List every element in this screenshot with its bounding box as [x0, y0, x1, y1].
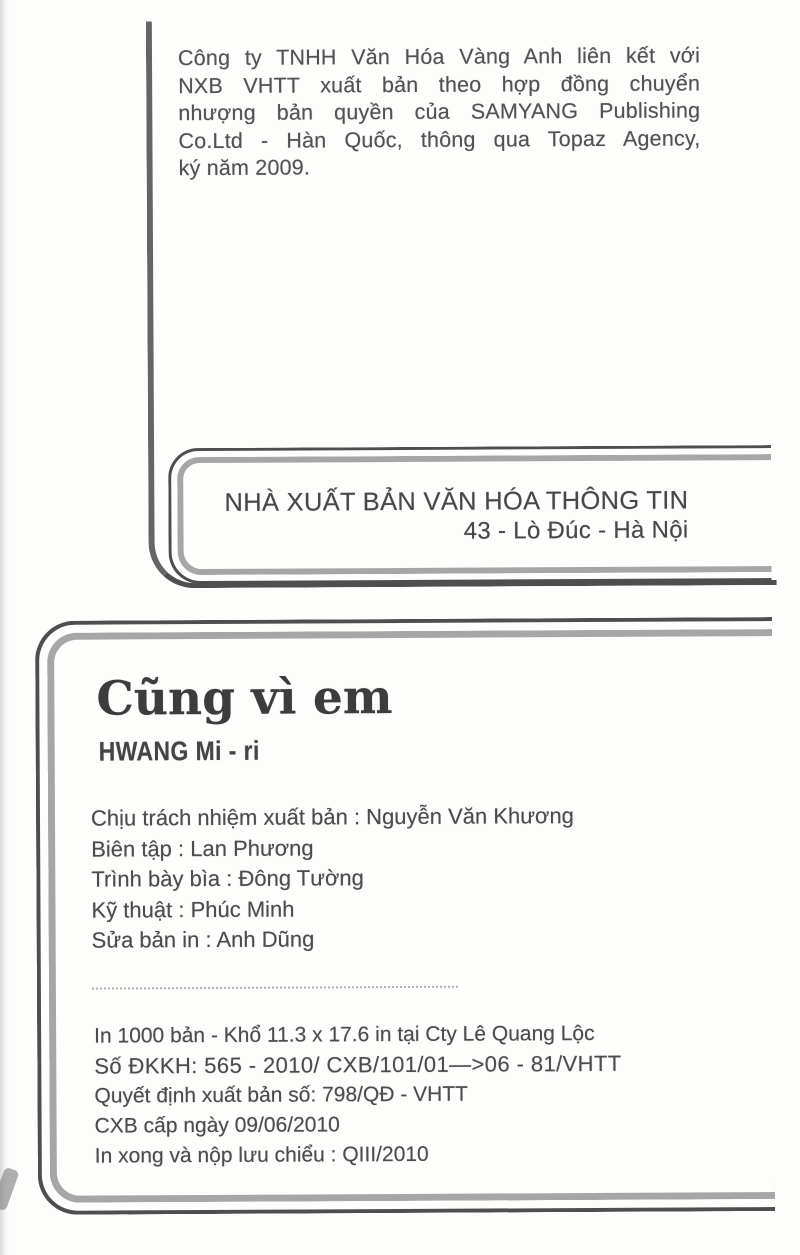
publisher-name: NHÀ XUẤT BẢN VĂN HÓA THÔNG TIN [224, 486, 689, 517]
publisher-address: 43 - Lò Đúc - Hà Nội [463, 516, 689, 545]
print-info-line: In xong và nộp lưu chiểu : QIII/2010 [94, 1142, 429, 1168]
copyright-line: ký năm 2009. [178, 155, 311, 181]
credits-list [91, 801, 575, 956]
scan-smudge [0, 1167, 20, 1212]
book-title: Cũng vì em [96, 670, 393, 727]
print-info-line: Số ĐKKH: 565 - 2010/ CXB/101/01—>06 - 81/VHTT [94, 1050, 622, 1079]
credit-line: Biên tập : Lan Phương [91, 835, 314, 862]
credit-line: Sửa bản in : Anh Dũng [91, 926, 315, 953]
print-info-list [94, 1019, 622, 1172]
print-info-line: In 1000 bản - Khổ 11.3 x 17.6 in tại Cty Lê Quang Lộc [94, 1021, 595, 1048]
copyright-line: Công ty TNHH Văn Hóa Vàng Anh liên kết với [177, 43, 701, 71]
print-info-line: CXB cấp ngày 09/06/2010 [94, 1113, 340, 1138]
copyright-line: nhượng bản quyền của SAMYANG Publishing [178, 98, 701, 126]
copyright-notice [178, 42, 701, 183]
publisher-info [199, 485, 688, 547]
credit-line: Chịu trách nhiệm xuất bản : Nguyễn Văn Khương [90, 803, 574, 831]
print-info-line: Quyết định xuất bản số: 798/QĐ - VHTT [94, 1082, 469, 1108]
copyright-line: NXB VHTT xuất bản theo hợp đồng chuyển [178, 71, 701, 98]
author-name: HWANG Mi - ri [98, 735, 260, 767]
copyright-line: Co.Ltd - Hàn Quốc, thông qua Topaz Agency, [178, 126, 701, 153]
credit-line: Trình bày bìa : Đông Tường [91, 865, 364, 892]
credit-line: Kỹ thuật : Phúc Minh [91, 896, 295, 923]
